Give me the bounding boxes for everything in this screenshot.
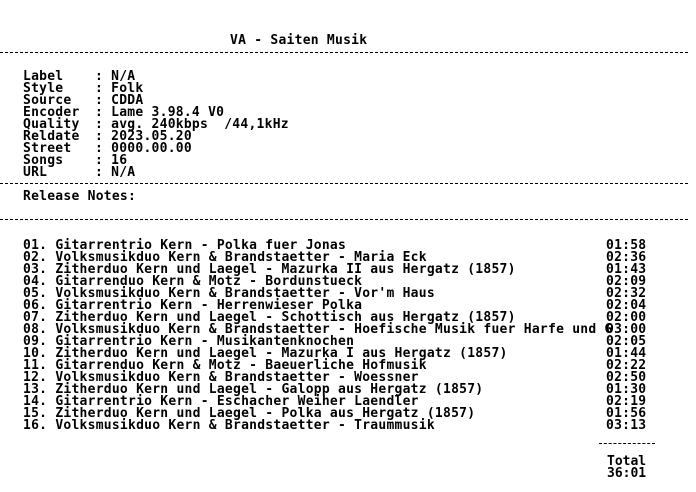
info-separator: : [95, 165, 112, 180]
track-number: 04. [23, 274, 48, 289]
info-key: Reldate [23, 129, 80, 144]
info-separator: : [95, 105, 112, 120]
track-number: 12. [23, 370, 48, 385]
divider-notes [0, 219, 688, 220]
track-duration: 02:04 [606, 298, 647, 313]
info-row-url [23, 167, 135, 179]
track-duration: 02:50 [606, 370, 647, 385]
track-title: Gitarrenduo Kern & Motz - Bordunstueck [55, 274, 363, 289]
info-value: 0000.00.00 [111, 141, 192, 156]
track-duration: 01:30 [606, 382, 647, 397]
track-number: 14. [23, 394, 48, 409]
track-row [23, 420, 649, 432]
track-title: Zitherduo Kern und Laegel - Mazurka II aus Hergatz (1857) [55, 262, 516, 277]
total-label: Total [607, 454, 647, 469]
info-value: N/A [111, 69, 136, 84]
track-duration: 02:05 [606, 334, 647, 349]
track-number: 05. [23, 286, 48, 301]
track-number: 01. [23, 238, 48, 253]
track-duration: 02:22 [606, 358, 647, 373]
info-value: Folk [111, 81, 144, 96]
track-title: Gitarrentrio Kern - Musikantenknochen [55, 334, 355, 349]
track-duration: 01:43 [606, 262, 647, 277]
track-duration: 02:32 [606, 286, 647, 301]
page-title: VA - Saiten Musik [230, 33, 368, 48]
total-divider [599, 443, 655, 444]
info-value: 2023.05.20 [111, 129, 192, 144]
track-duration: 01:56 [606, 406, 647, 421]
track-number: 08. [23, 322, 48, 337]
track-number: 10. [23, 346, 48, 361]
info-value: 16 [111, 153, 128, 168]
track-duration: 03:00 [606, 322, 647, 337]
track-number: 13. [23, 382, 48, 397]
info-key: Songs [23, 153, 64, 168]
info-separator: : [95, 153, 112, 168]
info-separator: : [95, 129, 112, 144]
track-title: Gitarrentrio Kern - Herrenwieser Polka [55, 298, 363, 313]
track-number: 09. [23, 334, 48, 349]
track-duration: 02:09 [606, 274, 647, 289]
track-title: Gitarrentrio Kern - Eschacher Weiher Laendler [55, 394, 419, 409]
info-key: Style [23, 81, 64, 96]
track-title: Volksmusikduo Kern & Brandstaetter - Hoefische Musik fuer Harfe und G [55, 322, 613, 337]
track-duration: 02:36 [606, 250, 647, 265]
info-value: CDDA [111, 93, 144, 108]
track-title: Volksmusikduo Kern & Brandstaetter - Vor'm Haus [55, 286, 435, 301]
info-value: Lame 3.98.4 V0 [111, 105, 225, 120]
track-title: Gitarrenduo Kern & Motz - Baeuerliche Hofmusik [55, 358, 427, 373]
track-duration: 02:00 [606, 310, 647, 325]
track-number: 11. [23, 358, 48, 373]
track-number: 06. [23, 298, 48, 313]
track-number: 15. [23, 406, 48, 421]
track-title: Volksmusikduo Kern & Brandstaetter - Traummusik [55, 418, 435, 433]
info-separator: : [95, 69, 112, 84]
info-value: avg. 240kbps /44,1kHz [111, 117, 289, 132]
divider-info [0, 183, 688, 184]
release-notes-label: Release Notes: [23, 189, 137, 204]
track-number: 07. [23, 310, 48, 325]
info-separator: : [95, 81, 112, 96]
track-duration: 01:44 [606, 346, 647, 361]
info-key: Label [23, 69, 64, 84]
info-separator: : [95, 117, 112, 132]
track-title: Zitherduo Kern und Laegel - Mazurka I aus Hergatz (1857) [55, 346, 508, 361]
info-separator: : [95, 93, 112, 108]
info-key: URL [23, 165, 48, 180]
track-title: Volksmusikduo Kern & Brandstaetter - Maria Eck [55, 250, 427, 265]
track-number: 16. [23, 418, 48, 433]
track-title: Zitherduo Kern und Laegel - Polka aus Hergatz (1857) [55, 406, 476, 421]
track-duration: 03:13 [606, 418, 647, 433]
divider-top [0, 52, 688, 53]
track-number: 02. [23, 250, 48, 265]
info-value: N/A [111, 165, 136, 180]
info-key: Quality [23, 117, 80, 132]
track-title: Zitherduo Kern und Laegel - Galopp aus Hergatz (1857) [55, 382, 484, 397]
track-duration: 02:19 [606, 394, 647, 409]
info-key: Street [23, 141, 72, 156]
track-title: Volksmusikduo Kern & Brandstaetter - Woessner [55, 370, 419, 385]
info-key: Source [23, 93, 72, 108]
track-duration: 01:58 [606, 238, 647, 253]
track-title: Gitarrentrio Kern - Polka fuer Jonas [55, 238, 347, 253]
total-duration: 36:01 [607, 466, 647, 481]
track-number: 03. [23, 262, 48, 277]
track-title: Zitherduo Kern und Laegel - Schottisch aus Hergatz (1857) [55, 310, 516, 325]
info-key: Encoder [23, 105, 80, 120]
info-separator: : [95, 141, 112, 156]
